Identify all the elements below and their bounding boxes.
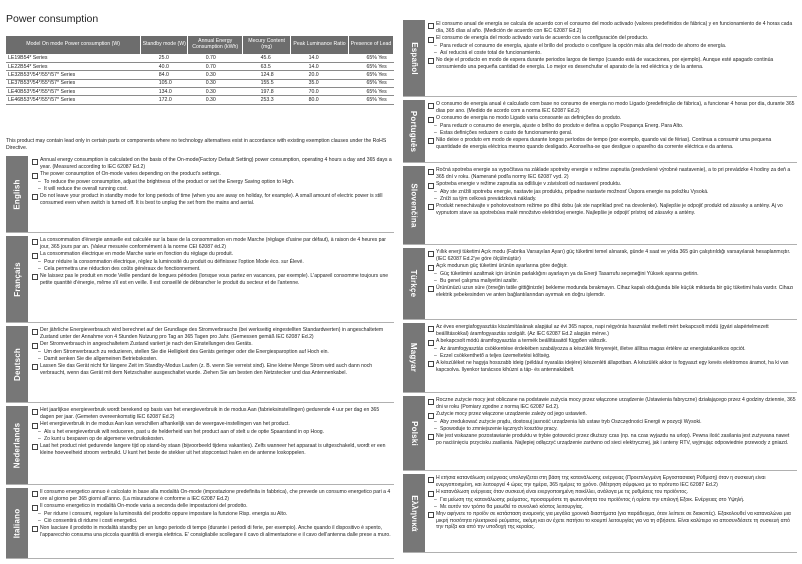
table-cell: 155.5 [243, 79, 291, 87]
language-section-text [32, 237, 394, 321]
bullet-item: La consommation électrique en mode Marche varie en fonction du réglage du produit. [32, 251, 394, 258]
language-section-text [32, 157, 394, 231]
section-divider [403, 319, 797, 320]
language-section-text [428, 397, 796, 469]
bullet-item: Do not leave your product in standby mode for long periods of time (when you are away on holiday, for example). A small amount of electric power is still consumed even when switch is turned off. It is best to unplug the set from the mains and aerial. [32, 193, 394, 207]
bullet-item: Non lasciare il prodotto in modalità standby per un lungo periodo di tempo (durante i periodi di ferie, per esempio). Anche quando il dispositivo è spento, l'apparecchio consuma una piccola quantità di energia elettrica. E' consigliabile scollegare il cavo di alimentazione e il cavo dell'antenna dalle prese a muro. [32, 525, 394, 539]
bullet-item: Spotreba energie v režime zapnutia sa odlišuje v závislosti od nastavení produktu. [428, 181, 796, 188]
table-cell: 124.8 [243, 71, 291, 79]
table-cell: 65% Yes [348, 71, 393, 79]
language-label: Nederlands [12, 422, 22, 468]
section-divider [403, 470, 797, 471]
language-section-text [428, 249, 796, 318]
table-cell: 0.30 [188, 79, 243, 87]
language-tab [403, 166, 425, 244]
table-cell: 65% Yes [348, 96, 393, 104]
table-cell: 65% Yes [348, 62, 393, 70]
bullet-item: O consumo de energia anual é calculado com base no consumo de energia no modo Ligado (predefinição de fábrica), a funcionar 4 horas por dia, durante 365 dias por ano. (Medido de acordo com a norma IEC 62087 Ed.2) [428, 101, 796, 115]
section-divider [6, 484, 394, 485]
bullet-item: Η κατανάλωση ενέργειας όταν συσκευή είναι ενεργοποιημένη ποικίλλει, ανάλογα με τις ρυθμίσεις του προϊόντος. [428, 489, 796, 496]
table-cell: 65% Yes [348, 88, 393, 96]
language-tab [6, 488, 28, 558]
sub-item: – Zníži sa tým celková prevádzková náklady. [428, 196, 796, 203]
bullet-item: Der jährliche Energieverbrauch wird berechnet auf der Grundlage des Stromverbrauchs (bei werkseitig eingestellten Standardwerten) in angeschaltetem Zustand unter der Annahme von 4 Stunden Nutzung pro Tag an 365 Tagen pro Jahr. (Gemessen gemäß IEC 62087 Ed.2) [32, 327, 394, 341]
sub-item: – Zo kunt u besparen op de algemene verbruikskosten. [32, 436, 394, 443]
table-header-row [6, 36, 394, 54]
bullet-item: El consumo anual de energía se calcula de acuerdo con el consumo del modo activado (valores predefinidos de fábrica) y en funcionamiento de 4 horas cada día, 365 días al año. (Medición de acuerdo con IEC 62087 Ed.2) [428, 21, 796, 35]
table-body [6, 54, 394, 104]
sub-item: – Spowoduje to zmniejszenie łącznych kosztów pracy. [428, 426, 796, 433]
table-cell: 40.0 [141, 62, 188, 70]
section-divider [6, 402, 394, 403]
bullet-item: Der Stromverbrauch in angeschaltetem Zustand variiert je nach den Einstellungen des Geräts. [32, 341, 394, 348]
table-cell: 65% Yes [348, 79, 393, 87]
table-cell: 0.30 [188, 88, 243, 96]
section-divider [6, 558, 394, 559]
bullet-item: Roczne zużycie mocy jest obliczane na podstawie zużycia mocy przez włączone urządzenie (Ustawienia fabryczne) działającego przez 4 godziny dziennie, 365 dni w roku (Pomiary zgodne z normą IEC 62087 Ed.2). [428, 397, 796, 411]
table-cell: 25.0 [141, 54, 188, 62]
table-cell: 172.0 [141, 96, 188, 104]
sub-item: – Ezzel csökkenthető a teljes üzemeltetési költség. [428, 353, 796, 360]
sub-item: – Aby zredukować zużycie prądu, dostosuj jasność urządzenia lub ustaw tryb Oszczędności Energii w pozycji Wysoki. [428, 419, 796, 426]
sub-item: – Με αυτόν τον τρόπο θα μειωθεί το συνολικό κόστος λειτουργίας. [428, 504, 796, 511]
table-cell: 105.0 [141, 79, 188, 87]
language-label: Magyar [409, 342, 419, 373]
language-tab [403, 323, 425, 392]
language-section-text [428, 324, 796, 391]
table-row [6, 79, 394, 87]
table-cell: LE46B53*/54*/55*/57* Series [6, 96, 141, 104]
language-tab [6, 236, 28, 322]
bullet-item: The power consumption of On-mode varies depending on the product's settings. [32, 171, 394, 178]
table-row [6, 88, 394, 96]
rohs-intro: This product may contain lead only in certain parts or components where no technology alternatives exist in accordance with existing exemption clauses under the RoHS Directive. [6, 138, 387, 151]
bullet-item: Nie jest wskazane pozostawianie produktu w trybie gotowości przez dłuższy czas (np. na czas wyjazdu na urlop). Pewna ilość zasilania jest zużywana nawet po naciśnięciu przycisku zasilania. Najlepiej odłączyć urządzenie zarówno od sieci elektrycznej, jak i anteny RTV, wyjmując odpowiednie przewody z gniazd. [428, 433, 796, 447]
language-tab [403, 396, 425, 470]
sub-item: – Güç tüketimini azaltmak için ürünün parlaklığını ayarlayın ya da Enerji Tasarrufu seçeneğini Yüksek ayarına getirin. [428, 271, 796, 278]
section-divider [403, 392, 797, 393]
bullet-item: Açık modunun güç tüketimi ürünün ayarlarına göre değişir. [428, 263, 796, 270]
language-section-text [32, 407, 394, 483]
table-header-cell: Mecury Content (mg) [243, 36, 291, 54]
section-divider [6, 232, 394, 233]
table-row [6, 71, 394, 79]
section-divider [403, 162, 797, 163]
sub-item: – Pour réduire la consommation électrique, réglez la luminosité du produit ou définissez l'option Mode éco. sur Élevé. [32, 259, 394, 266]
bullet-item: No deje el producto en modo de espera durante periodos largos de tiempo (cuando está de vacaciones, por ejemplo). Aunque esté apagado continúa consumiendo una pequeña cantidad de energía. Lo mejor es desenchufar el aparato de la red eléctrica y de la antena. [428, 57, 796, 71]
bullet-item: Het jaarlijkse energieverbruik wordt berekend op basis van het energieverbruik in de modus Aan (fabrieksinstellingen) gedurende 4 uur per dag en 365 dagen per jaar. (Gemeten overeenkomstig IEC 62087 Ed.2) [32, 407, 394, 421]
page-title: Power consumption [6, 13, 99, 25]
table-row [6, 96, 394, 104]
table-cell: 84.0 [141, 71, 188, 79]
table-header-cell: Peak Luminance Ratio [291, 36, 349, 54]
sub-item: – Estas definições reduzem o custo de funcionamento geral. [428, 130, 796, 137]
bullet-item: La consommation d'énergie annuelle est calculée sur la base de la consommation en mode Marche (réglage d'usine par défaut), à raison de 4 heures par jour, 365 jours par an. (Valeur mesurée conformément à la norme CEI 62087 éd.2) [32, 237, 394, 251]
table-cell: 35.0 [291, 79, 349, 87]
table-cell: 14.0 [291, 54, 349, 62]
sub-item: – Az áramfogyasztás csökkentése érdekében szabályozza a készülék fényerejét, illetve állítsa magas értékre az energiatakarékos opciót. [428, 346, 796, 353]
sub-item: – Ciò consentirà di ridurre i costi energetici. [32, 518, 394, 525]
language-section-text [428, 167, 796, 243]
bullet-item: Não deixe o produto em modo de espera durante longos períodos de tempo (por exemplo, quando vai de férias). Continua a consumir uma pequena quantidade de energia eléctrica mesmo quando desligado. Aconselha-se que desligue o aparelho da corrente eléctrica e da antena. [428, 137, 796, 151]
language-label: English [12, 178, 22, 210]
bullet-item: A készüléket ne hagyja hosszabb ideig (például nyaralás idejére) készenléti állapotban. A készülék akkor is fogyaszt egy kevés elektromos áramot, ha ki van kapcsolva. Ilyenkor tanácsos kihúzni a táp- és antennakábelt. [428, 360, 796, 374]
language-label: Deutsch [12, 347, 22, 381]
language-section-text [428, 21, 796, 95]
table-header-cell: Model On mode Power consumption (W) [6, 36, 141, 54]
table-row [6, 54, 394, 62]
sub-item: – To reduce the power consumption, adjust the brightness of the product or set the Energy Saving option to High. [32, 179, 394, 186]
section-divider [403, 96, 797, 97]
language-tab [403, 248, 425, 319]
table-cell: 134.0 [141, 88, 188, 96]
section-divider [403, 244, 797, 245]
sub-item: – Damit senken Sie die allgemeinen Betriebskosten. [32, 356, 394, 363]
language-tab [403, 474, 425, 552]
sub-item: – Per ridurre i consumi, regolare la luminosità del prodotto oppure impostare la funzione Risp. energia su Alto. [32, 511, 394, 518]
table-cell: LE19B54* Series [6, 54, 141, 62]
bullet-item: O consumo de energia no modo Ligado varia consoante as definições do produto. [428, 115, 796, 122]
table-cell: 0.70 [188, 62, 243, 70]
table-header-cell: Standby mode (W) [141, 36, 188, 54]
sub-item: – Als u het energieverbruik wilt reduceren, past u de helderheid van het product aan of stelt u de optie Spaarstand in op Hoog. [32, 429, 394, 436]
table-cell: 65% Yes [348, 54, 393, 62]
bullet-item: Ne laissez pas le produit en mode Veille pendant de longues périodes (lorsque vous partez en vacances, par exemple). L'appareil consomme toujours une petite quantité d'énergie, même s'il est en veille. Il est conseillé de débrancher le produit du secteur et de l'antenne. [32, 273, 394, 287]
language-tab [6, 156, 28, 232]
language-section-text [428, 101, 796, 161]
bullet-item: Az éves energiafogyasztás kiszámításának alapjául az évi 365 napos, napi négyórás használat mellett mért bekapcsolt módú (gyári alapértelmezett beállításokkal) áramfogyasztás szolgált. (Az IEC 62087 Ed.2 alapján mérve.) [428, 324, 796, 338]
language-tab [403, 100, 425, 162]
sub-item: – Για μείωση της κατανάλωσης ρεύματος, προσαρμόστε τη φωτεινότητα του προϊόντος ή ορίστε την επιλογή Εξοικ. Ενέργειας στο Υψηλή. [428, 497, 796, 504]
bullet-item: Produkt nenechávajte v pohotovostnom režime po dlhú dobu (ak ste napríklad preč na dovolenke). Najlepšie je odpojiť produkt od zásuvky a antény. Aj vo vypnutom stave sa spotrebúva malé množstvo elektrickej energie. Najlepšie je odpojiť prístroj od zásuvky a antény. [428, 203, 796, 217]
table-header-cell: Annual Energy Consumption (kWh) [188, 36, 243, 54]
language-label: Français [12, 261, 22, 297]
sub-item: – It will reduce the overall running cost. [32, 186, 394, 193]
sub-item: – Bu genel çalışma maliyetini azaltır. [428, 278, 796, 285]
table-header-cell: Presence of Lead [348, 36, 393, 54]
language-section-text [428, 475, 796, 551]
language-label: Türkçe [409, 269, 419, 298]
table-cell: 80.0 [291, 96, 349, 104]
sub-item: – Así reducirá el coste total de funcionamiento. [428, 50, 796, 57]
section-divider [403, 552, 797, 553]
table-cell: LE37B53*/54*/55*/57* Series [6, 79, 141, 87]
language-section-text [32, 327, 394, 401]
table-cell: 253.3 [243, 96, 291, 104]
table-cell: 63.5 [243, 62, 291, 70]
sub-item: – Para reducir el consumo de energía, ajuste el brillo del producto o configure la opción más alta del modo de ahorro de energía. [428, 43, 796, 50]
language-label: Português [409, 110, 419, 152]
language-tab [6, 406, 28, 484]
table-cell: 197.8 [243, 88, 291, 96]
bullet-item: Yıllık enerji tüketimi Açık modu (Fabrika Varsayılan Ayarı) güç tüketimi temel alınarak, günde 4 saat ve yılda 365 gün çalıştırıldığı varsayılarak hesaplanmıştır. (IEC 62087 Ed.2'ye göre ölçülmüştür) [428, 249, 796, 263]
bullet-item: Il consumo energetico annuo è calcolato in base alla modalità On-mode (impostazione predefinita in fabbrica), che prevede un consumo energetico pari a 4 ore al giorno per 365 giorni all'anno. (La misurazione è conforme a IEC 62087 Ed.2) [32, 489, 394, 503]
power-consumption-table [6, 36, 394, 105]
language-label: Slovenčina [409, 182, 419, 228]
sub-item: – Aby ste znížili spotrebu energie, nastavte jas produktu, prípadne nastavte možnosť Úspora energie na položku Vysoká. [428, 189, 796, 196]
table-cell: 70.0 [291, 88, 349, 96]
table-cell: 0.70 [188, 54, 243, 62]
table-cell: LE22B54* Series [6, 62, 141, 70]
bullet-item: Zużycie mocy przez włączone urządzenie zależy od jego ustawień. [428, 411, 796, 418]
sub-item: – Um den Stromverbrauch zu reduzieren, stellen Sie die Helligkeit des Geräts geringer oder die Energiesparoption auf Hoch ein. [32, 349, 394, 356]
language-label: Polski [409, 420, 419, 446]
bullet-item: Ročná spotreba energie sa vypočítava na základe spotreby energie v režime zapnutia (predvolené výrobné nastavenie), a to pri prevádzke 4 hodiny za deň a 365 dní v roku. (Namerané podľa normy IEC 62087 vyd. 2) [428, 167, 796, 181]
bullet-item: Μην αφήνετε το προϊόν σε κατάσταση αναμονής για μεγάλα χρονικά διαστήματα (για παράδειγμα, όταν λείπετε σε διακοπές). Εξακολουθεί να καταναλώνει μια μικρή ποσότητα ηλεκτρικού ρεύματος, ακόμη και αν έχετε πατήσει το κουμπί λειτουργίας για να τη σβήσετε. Είναι καλύτερο να αποσυνδέσετε τη συσκευή από την πρίζα και από την υποδοχή της κεραίας. [428, 511, 796, 532]
bullet-item: Il consumo energetico in modalità On-mode varia a seconda delle impostazioni del prodotto. [32, 503, 394, 510]
bullet-item: Η ετήσια κατανάλωση ενέργειας υπολογίζεται στη βάση της κατανάλωσης ενέργειας (Προεπιλεγμένη Εργοστασιακή Ρύθμιση) όταν η συσκευή είναι ενεργοποιημένη, και λειτουργεί 4 ώρες την ημέρα, 365 ημέρες το χρόνο. (Μέτρηση σύμφωνα με το πρότυπο IEC 62087 Ed.2) [428, 475, 796, 489]
sub-item: – Para reduzir o consumo de energia, ajuste o brilho do produto e defina a opção Poupança Energ. Para Alto. [428, 123, 796, 130]
language-label: Ελληνικά [409, 494, 419, 532]
bullet-item: Lassen Sie das Gerät nicht für längere Zeit im Standby-Modus Laufen (z. B. wenn Sie verreist sind). Eine kleine Menge Strom wird auch dann noch verbraucht, wenn das Gerät mit dem Netzschalter ausgeschaltet wurde. Ziehen Sie am besten den Netzstecker und das Antennenkabel. [32, 363, 394, 377]
bullet-item: Laat het product niet gedurende langere tijd op stand-by staan (bijvoorbeeld tijdens vakanties). Zelfs wanneer het apparaat is uitgeschakeld, wordt er een kleine hoeveelheid stroom verbruikt. U kunt het beste de stekker uit het stopcontact halen en de antenne loskoppelen. [32, 443, 394, 457]
bullet-item: A bekapcsolt módú áramfogyasztás a termék beállításaitól függően változik. [428, 338, 796, 345]
table-cell: 20.0 [291, 71, 349, 79]
language-label: Español [409, 41, 419, 75]
section-divider [6, 322, 394, 323]
table-cell: 45.6 [243, 54, 291, 62]
table-cell: 14.0 [291, 62, 349, 70]
table-cell: LE32B53*/54*/55*/57* Series [6, 71, 141, 79]
language-tab [403, 20, 425, 96]
language-section-text [32, 489, 394, 557]
bullet-item: Het energieverbruik in de modus Aan kan verschillen afhankelijk van de weergave-instellingen van het product. [32, 421, 394, 428]
bullet-item: Ürününüzü uzun süre (örneğin tatile gittiğinizde) bekleme modunda bırakmayın. Cihaz kapalı olduğunda bile küçük miktarda bir güç tüketimi hala vardır. Cihazı elektrik şebekesinden ve anten bağlantılarından ayırmak en doğru işlemdir. [428, 285, 796, 299]
sub-item: – Cela permettra une réduction des coûts généraux de fonctionnement. [32, 266, 394, 273]
table-cell: LE40B53*/54*/55*/57* Series [6, 88, 141, 96]
language-label: Italiano [12, 508, 22, 538]
language-tab [6, 326, 28, 402]
table-cell: 0.30 [188, 71, 243, 79]
bullet-item: El consumo de energía del modo activado varía de acuerdo con la configuración del producto. [428, 35, 796, 42]
bullet-item: Annual energy consumption is calculated on the basis of the On-mode(Factory Default Setting) power consumption, operating 4 hours a day and 365 days a year. (Measured according to IEC 62087 Ed.2) [32, 157, 394, 171]
table-row [6, 62, 394, 70]
table-cell: 0.30 [188, 96, 243, 104]
